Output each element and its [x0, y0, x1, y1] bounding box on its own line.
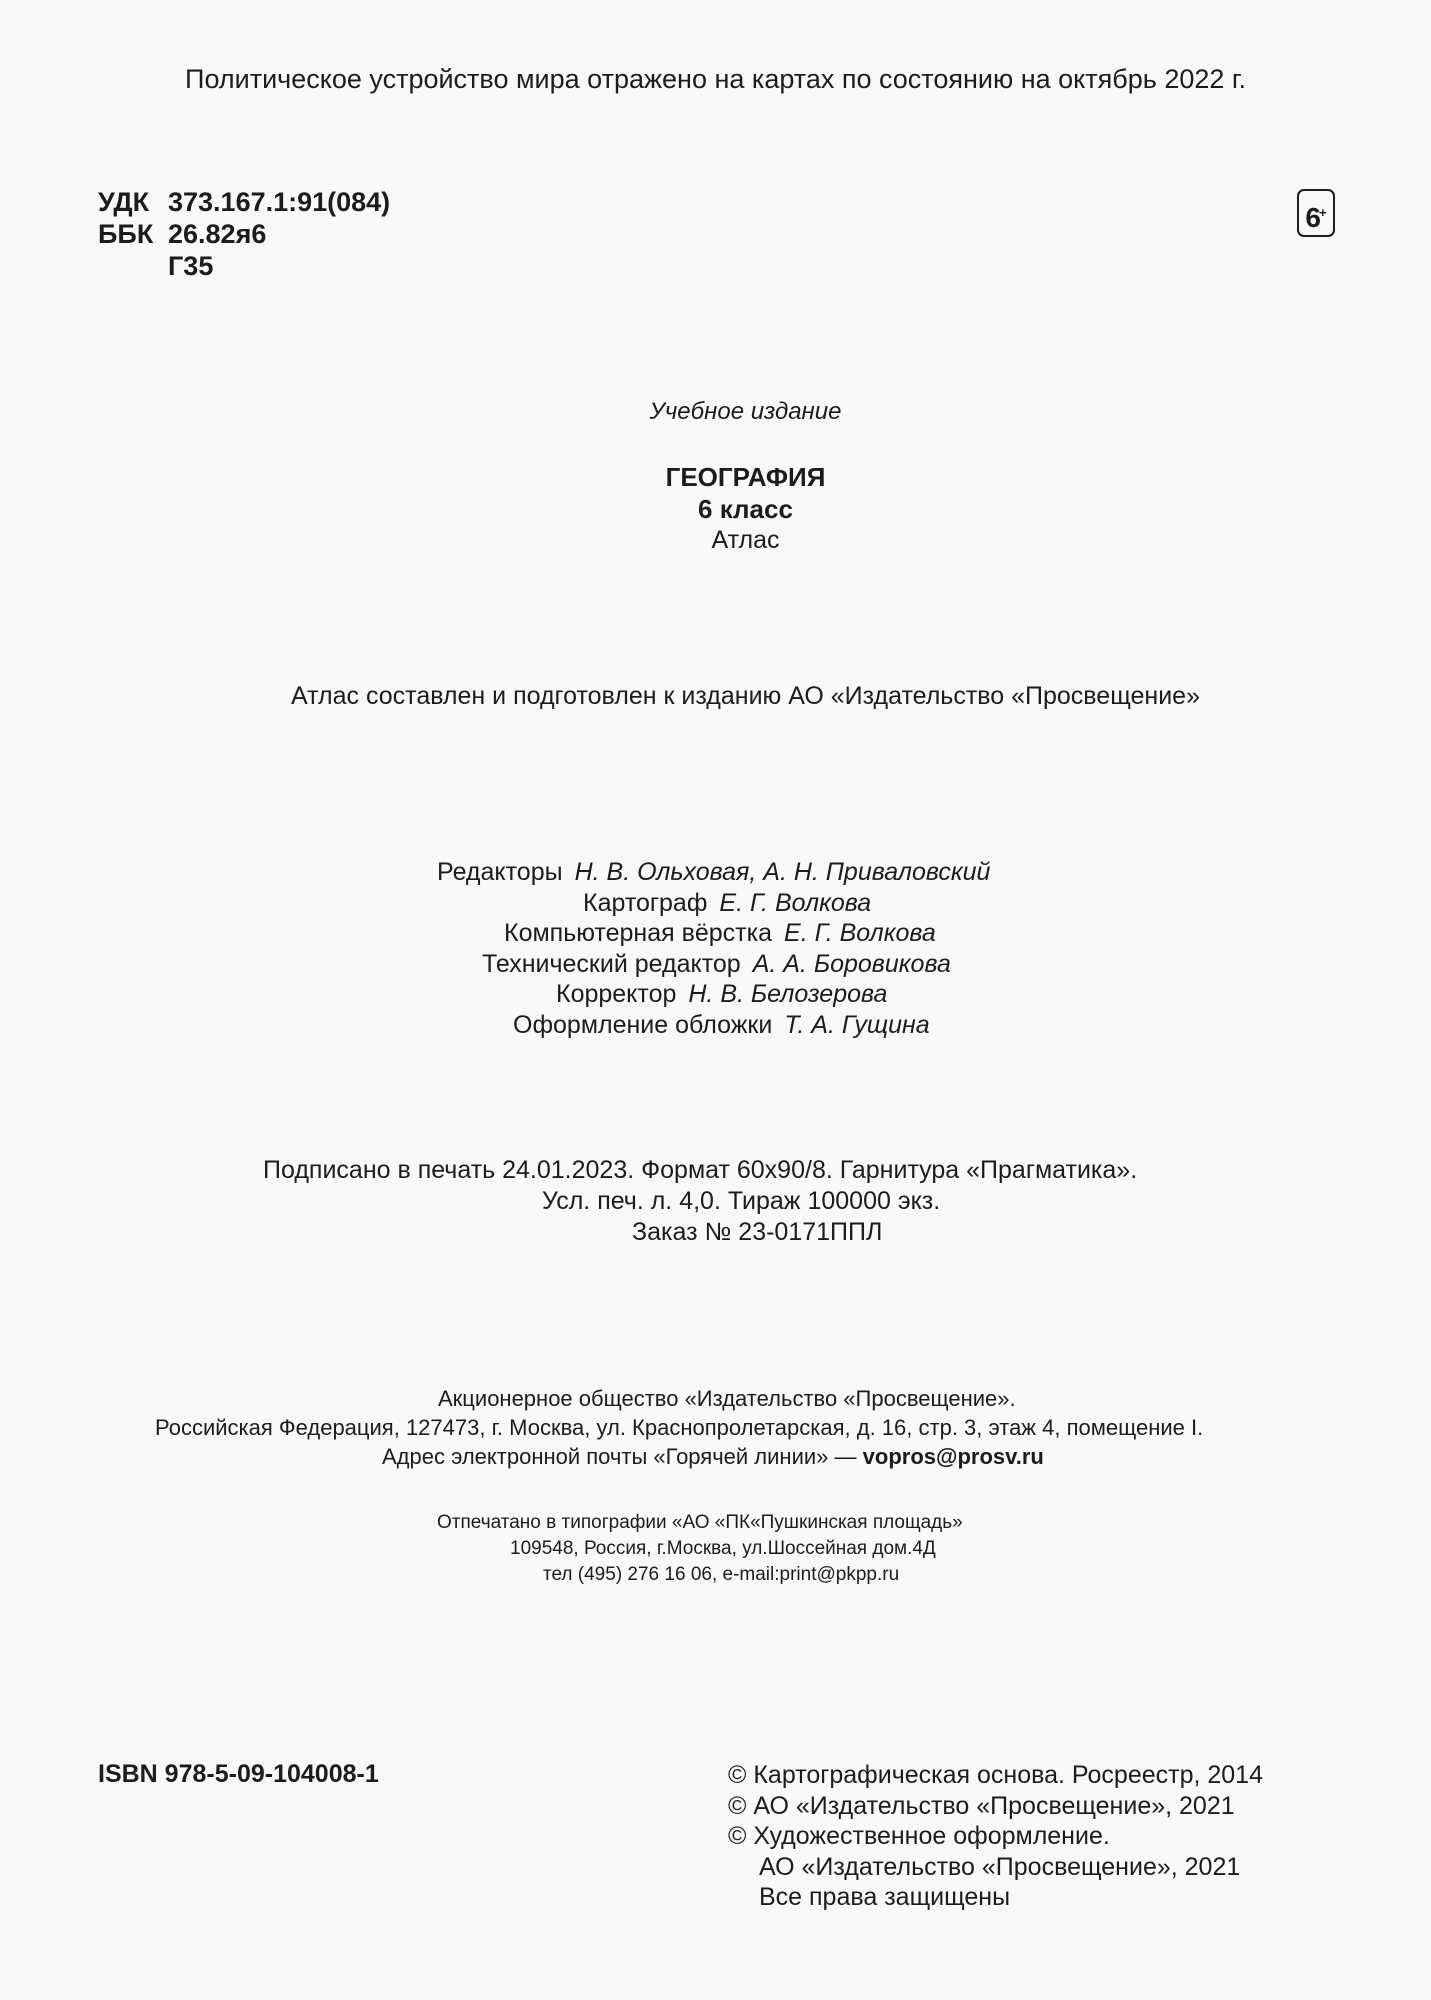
compiled-by-note: Атлас составлен и подготовлен к изданию АО «Издательство «Просвещение» [291, 682, 1200, 710]
credit-layout: Компьютерная вёрстка Е. Г. Волкова [504, 919, 936, 947]
print-info-line: Заказ № 23-0171ППЛ [632, 1218, 883, 1246]
age-rating-badge [1297, 189, 1335, 237]
publisher-block [155, 1384, 1203, 1471]
publisher-name: Акционерное общество «Издательство «Просвещение». [438, 1386, 1016, 1411]
copyright-line: © АО «Издательство «Просвещение», 2021 [728, 1791, 1235, 1820]
copyright-line: © Картографическая основа. Росреестр, 2014 [728, 1761, 1263, 1789]
credit-tech-editor: Технический редактор А. А. Боровикова [482, 949, 951, 978]
udk-value: 373.167.1:91(084) [168, 187, 391, 217]
credit-cover-design: Оформление обложки Т. А. Гущина [513, 1010, 930, 1039]
copyright-line: Все права защищены [759, 1883, 1011, 1911]
bbk-value: 26.82я6 [168, 219, 267, 249]
author-mark: Г35 [168, 251, 214, 281]
printing-house-line: тел (495) 276 16 06, e-mail:print@pkpp.ru [543, 1564, 900, 1585]
age-rating-digit: 6 [1305, 202, 1319, 233]
credit-cartographer: Картограф Е. Г. Волкова [583, 888, 872, 917]
hotline-email: vopros@prosv.ru [862, 1444, 1044, 1469]
book-kind: Атлас [711, 526, 780, 554]
hotline-label: Адрес электронной почты «Горячей линии» — [382, 1444, 857, 1469]
political-note: Политическое устройство мира отражено на картах по состоянию на октябрь 2022 г. [185, 64, 1246, 94]
publisher-hotline [155, 1442, 1203, 1471]
age-rating-plus: + [1318, 205, 1327, 220]
edition-type: Учебное издание [649, 398, 842, 425]
udk-label: УДК [98, 187, 150, 217]
print-info-line: Подписано в печать 24.01.2023. Формат 60x90/8. Гарнитура «Прагматика». [263, 1156, 1138, 1184]
print-info [263, 1155, 1137, 1248]
classification-codes [98, 186, 390, 282]
printing-house-line: Отпечатано в типографии «АО «ПК«Пушкинская площадь» [437, 1512, 963, 1533]
isbn: ISBN 978-5-09-104008-1 [98, 1760, 379, 1788]
printing-house-block [437, 1510, 963, 1588]
print-info-line: Усл. печ. л. 4,0. Тираж 100000 экз. [542, 1187, 941, 1215]
credit-proofreader: Корректор Н. В. Белозерова [556, 980, 888, 1008]
copyright-block [728, 1760, 1263, 1913]
book-subject: ГЕОГРАФИЯ [665, 462, 826, 492]
credit-editors: Редакторы Н. В. Ольховая, А. Н. Приваловский [437, 858, 991, 886]
book-grade: 6 класс [698, 494, 793, 524]
copyright-line: АО «Издательство «Просвещение», 2021 [759, 1852, 1241, 1881]
publisher-address: Российская Федерация, 127473, г. Москва, ул. Краснопролетарская, д. 16, стр. 3, этаж 4, помещение I. [155, 1415, 1204, 1440]
bbk-label: ББК [98, 219, 154, 249]
printing-house-line: 109548, Россия, г.Москва, ул.Шоссейная дом.4Д [510, 1538, 936, 1559]
copyright-line: © Художественное оформление. [728, 1822, 1110, 1850]
